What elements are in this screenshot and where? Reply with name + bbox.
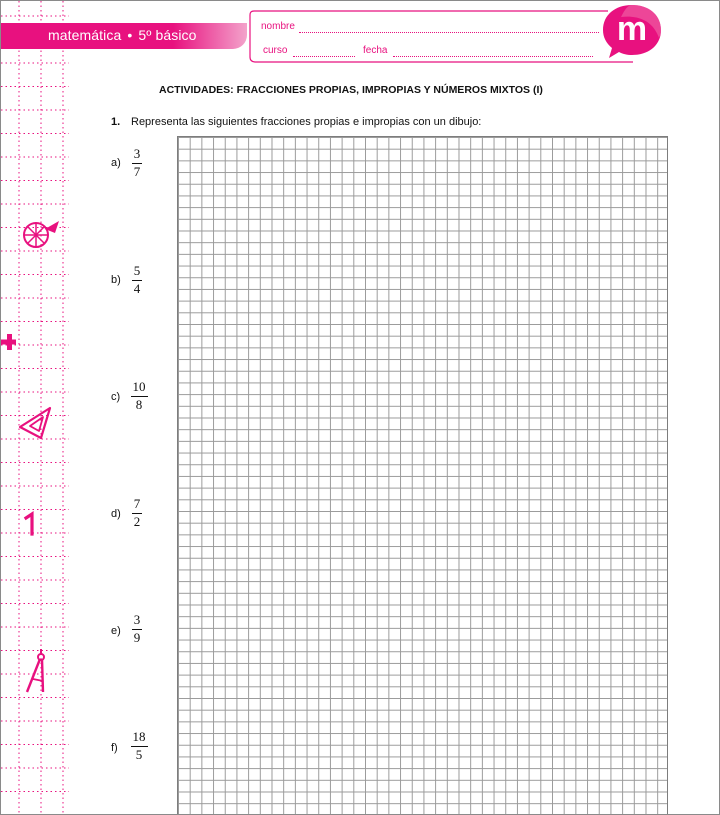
fraction-f xyxy=(124,730,154,762)
item-letter-c: c) xyxy=(111,391,121,403)
item-letter-e: e) xyxy=(111,625,121,637)
subject-label xyxy=(48,27,197,43)
date-field[interactable] xyxy=(393,56,593,57)
fraction-b xyxy=(122,264,152,296)
question-instruction: Representa las siguientes fracciones propias e impropias con un dibujo: xyxy=(131,116,482,128)
drawing-grid[interactable] xyxy=(177,136,668,815)
fraction-d xyxy=(122,497,152,529)
fraction-denominator: 2 xyxy=(133,514,141,529)
course-field[interactable] xyxy=(293,56,355,57)
subject-separator: • xyxy=(127,27,133,43)
question-number: 1. xyxy=(111,116,121,128)
compass-icon xyxy=(23,647,51,695)
name-field[interactable] xyxy=(299,32,599,33)
fraction-numerator: 10 xyxy=(132,379,146,394)
fraction-c xyxy=(124,380,154,412)
fraction-denominator: 9 xyxy=(133,630,141,645)
fraction-a xyxy=(122,147,152,179)
date-label: fecha xyxy=(363,45,388,56)
fraction-numerator: 18 xyxy=(132,729,146,744)
number-one-icon xyxy=(21,511,39,537)
fraction-numerator: 3 xyxy=(133,612,141,627)
fraction-denominator: 7 xyxy=(133,164,141,179)
item-letter-a: a) xyxy=(111,157,121,169)
fraction-numerator: 7 xyxy=(133,496,141,511)
item-letter-f: f) xyxy=(111,742,118,754)
protractor-icon xyxy=(21,217,63,253)
fraction-e xyxy=(122,613,152,645)
subject-name: matemática xyxy=(48,27,122,43)
item-letter-d: d) xyxy=(111,508,121,520)
triangle-ruler-icon xyxy=(17,405,53,441)
fraction-denominator: 4 xyxy=(133,281,141,296)
name-label: nombre xyxy=(261,21,295,32)
fraction-numerator: 3 xyxy=(133,146,141,161)
item-letter-b: b) xyxy=(111,274,121,286)
worksheet-title: ACTIVIDADES: FRACCIONES PROPIAS, IMPROPIAS Y NÚMEROS MIXTOS (I) xyxy=(159,84,543,96)
fraction-denominator: 8 xyxy=(135,397,143,412)
fraction-denominator: 5 xyxy=(135,747,143,762)
plus-icon xyxy=(1,333,19,351)
course-label: curso xyxy=(263,45,288,56)
fraction-numerator: 5 xyxy=(133,263,141,278)
logo-letter: m xyxy=(616,10,648,48)
brand-logo xyxy=(601,3,663,59)
grade-label: 5º básico xyxy=(138,27,197,43)
